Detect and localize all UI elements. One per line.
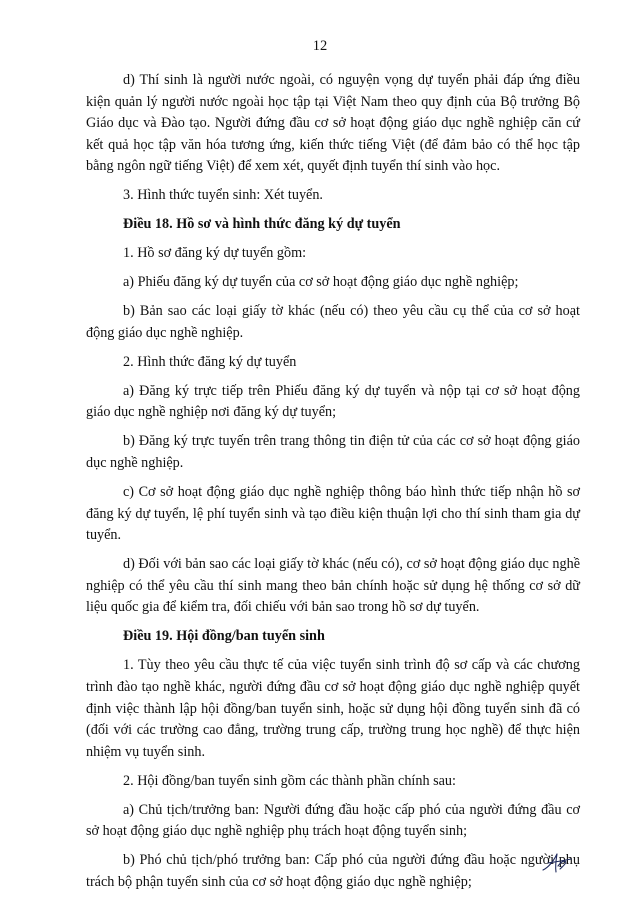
paragraph-18-2: 2. Hình thức đăng ký dự tuyển [123, 353, 297, 370]
paragraph-4d-foreign-candidates: d) Thí sinh là người nước ngoài, có nguyện vọng dự tuyển phải đáp ứng điều kiện quản lý người nước ngoài học tập tại Việt Nam theo quy định của Bộ trưởng Bộ Giáo dục và Đào tạo. Người đứng đầu cơ sở hoạt động giáo dục nghề nghiệp căn cứ kết quả học tập văn hóa tương ứng, kiến thức tiếng Việt (để đảm bảo có thể học tập bằng ngôn ngữ tiếng Việt) để xem xét, quyết định tuyển thí sinh vào học. [86, 72, 580, 175]
paragraph-3-admission-form: 3. Hình thức tuyển sinh: Xét tuyển. [123, 187, 323, 204]
paragraph-19-1: 1. Tùy theo yêu cầu thực tế của việc tuyển sinh trình độ sơ cấp và các chương trình đào tạo nghề khác, người đứng đầu cơ sở hoạt động giáo dục nghề nghiệp quyết định việc thành lập hội đồng/ban tuyển sinh, hoặc sử dụng hội đồng tuyển sinh đã có (đối với các trường cao đẳng, trường trung cấp, trường trung học nghề) để thực hiện nhiệm vụ tuyển sinh. [86, 657, 580, 760]
paragraph-18-2c: c) Cơ sở hoạt động giáo dục nghề nghiệp thông báo hình thức tiếp nhận hồ sơ đăng ký dự tuyển, lệ phí tuyển sinh và tạo điều kiện thuận lợi cho thí sinh tham gia dự tuyển. [86, 484, 580, 544]
paragraph-19-2b: b) Phó chủ tịch/phó trưởng ban: Cấp phó của người đứng đầu hoặc người phụ trách bộ phận tuyển sinh của cơ sở hoạt động giáo dục nghề nghiệp; [86, 852, 580, 890]
paragraph-18-1a: a) Phiếu đăng ký dự tuyển của cơ sở hoạt động giáo dục nghề nghiệp; [123, 274, 519, 291]
paragraph-18-1: 1. Hồ sơ đăng ký dự tuyển gồm: [123, 245, 307, 262]
initial-signature [540, 850, 574, 876]
paragraph-18-2b: b) Đăng ký trực tuyến trên trang thông tin điện tử của các cơ sở hoạt động giáo dục nghề nghiệp. [86, 433, 580, 472]
paragraph-19-2: 2. Hội đồng/ban tuyển sinh gồm các thành phần chính sau: [123, 772, 456, 789]
paragraph-19-2a: a) Chủ tịch/trưởng ban: Người đứng đầu hoặc cấp phó của người đứng đầu cơ sở hoạt động giáo dục nghề nghiệp phụ trách hoạt động tuyển sinh; [86, 801, 580, 840]
page-number: 12 [312, 38, 328, 54]
document-body [86, 70, 580, 901]
paragraph-18-2a: a) Đăng ký trực tiếp trên Phiếu đăng ký dự tuyển và nộp tại cơ sở hoạt động giáo dục nghề nghiệp nơi đăng ký dự tuyển; [86, 382, 580, 421]
paragraph-18-2d: d) Đối với bản sao các loại giấy tờ khác (nếu có), cơ sở hoạt động giáo dục nghề nghiệp có thể yêu cầu thí sinh mang theo bản chính hoặc sử dụng hệ thống cơ sở dữ liệu quốc gia để kiểm tra, đối chiếu với bản sao trong hồ sơ dự tuyển. [86, 556, 580, 616]
article-18-heading: Điều 18. Hồ sơ và hình thức đăng ký dự tuyển [123, 216, 401, 233]
paragraph-18-1b: b) Bản sao các loại giấy tờ khác (nếu có) theo yêu cầu cụ thể của cơ sở hoạt động giáo dục nghề nghiệp. [86, 303, 580, 341]
article-19-heading: Điều 19. Hội đồng/ban tuyển sinh [123, 628, 325, 645]
